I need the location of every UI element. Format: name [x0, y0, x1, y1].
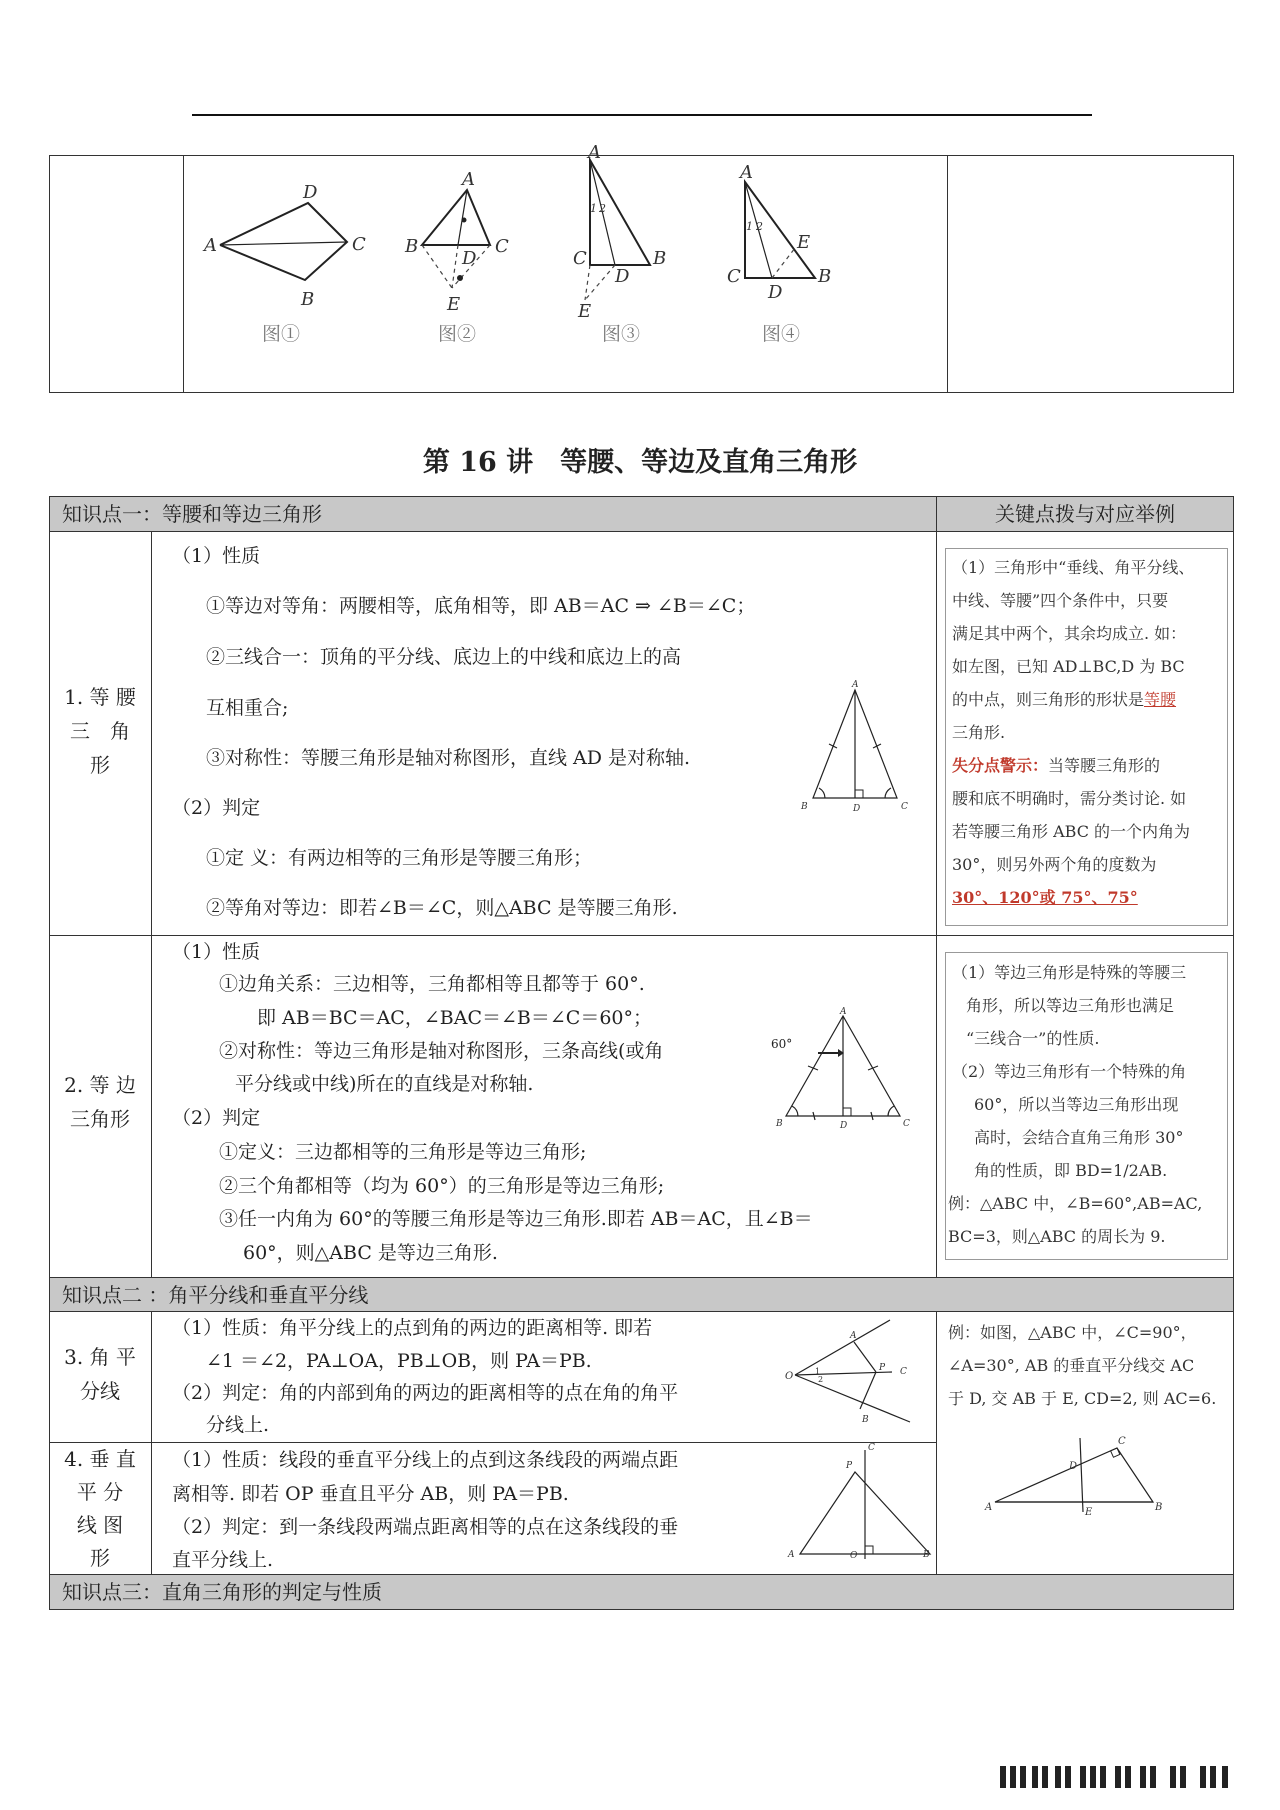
row3-label: [52, 1340, 148, 1408]
figure-3-right-triangle: [573, 142, 666, 345]
fig2-label-c: C: [495, 236, 509, 257]
fig4-angle-1: 1: [746, 220, 753, 233]
section3-title: 知识点三：直角三角形的判定与性质: [62, 1580, 382, 1604]
row1-side-line-3: 满足其中两个，其余均成立. 如：: [952, 624, 1187, 643]
row2-side-line-7: 角的性质，即 BD=1/2AB.: [974, 1161, 1168, 1180]
fig3-angle-1: 1: [590, 202, 597, 215]
svg-text:P: P: [879, 1363, 886, 1373]
row2-line-4: ②对称性：等边三角形是轴对称图形，三条高线(或角: [219, 1040, 664, 1062]
fig1-caption: 图①: [262, 323, 301, 345]
svg-text:D: D: [1069, 1461, 1078, 1472]
row1-side-answer-2-text: 30°、120°或 75°、75°: [952, 888, 1138, 907]
fig4-label-a: A: [740, 162, 753, 183]
row1-side-answer-2: [952, 881, 1138, 914]
row4-line-1: （1）性质：线段的垂直平分线上的点到这条线段的两端点距: [172, 1449, 679, 1471]
row2-line-5: 平分线或中线)所在的直线是对称轴.: [235, 1073, 534, 1095]
fig3-label-c: C: [573, 248, 587, 269]
svg-text:C: C: [901, 802, 908, 812]
fig1-label-b: B: [301, 289, 315, 310]
fig4-label-e: E: [797, 232, 811, 253]
row2-line-2: ①边角关系：三边相等，三角都相等且都等于 60°.: [219, 973, 645, 995]
warning-label: 失分点警示：: [952, 756, 1049, 775]
row1-side-line-5-text: 的中点，则三角形的形状是: [952, 690, 1145, 709]
row4-label-line1: 4. 垂 直: [64, 1447, 136, 1471]
row1-side-line-1: （1）三角形中“垂线、角平分线、: [952, 558, 1195, 577]
svg-text:C: C: [903, 1119, 910, 1129]
warning-text: 当等腰三角形的: [1048, 756, 1161, 775]
row2-line-3: 即 AB＝BC＝AC，∠BAC＝∠B＝∠C＝60°；: [257, 1007, 652, 1029]
svg-text:B: B: [862, 1415, 869, 1425]
row2-line-10: 60°，则△ABC 是等边三角形.: [243, 1242, 498, 1264]
section3-header: [49, 1574, 1234, 1610]
row4-label-line3: 线 图: [76, 1513, 124, 1537]
row2-label-line1: 2. 等 边: [64, 1073, 136, 1097]
s2-side-line-3: 于 D, 交 AB 于 E, CD=2, 则 AC=6.: [948, 1389, 1217, 1408]
row2-line-7: ①定义：三边都相等的三角形是等边三角形;: [219, 1141, 587, 1163]
row3-line-3: （2）判定：角的内部到角的两边的距离相等的点在角的角平: [172, 1382, 679, 1404]
side-header-title: 关键点拨与对应举例: [995, 502, 1175, 526]
fig4-angle-2: 2: [756, 220, 763, 233]
s2-label-col-divider: [151, 1311, 152, 1575]
row1-side-line-7: [952, 749, 1160, 782]
row1-side-line-4: 如左图，已知 AD⊥BC,D 为 BC: [952, 657, 1185, 676]
row3-line-1: （1）性质：角平分线上的点到角的两边的距离相等. 即若: [172, 1317, 653, 1339]
row1-label-line3: 形: [90, 753, 110, 777]
row1-line-3: ②三线合一：顶角的平分线、底边上的中线和底边上的高: [206, 646, 682, 668]
section2-title: 知识点二 ：角平分线和垂直平分线: [62, 1283, 369, 1307]
row2-side-line-5: 60°，所以当等边三角形出现: [974, 1095, 1179, 1114]
svg-text:B: B: [776, 1119, 783, 1129]
bottom-navigation-bar[interactable]: [1000, 1762, 1250, 1792]
svg-text:B: B: [801, 802, 808, 812]
fig2-label-a: A: [462, 169, 475, 190]
svg-text:O: O: [785, 1371, 794, 1382]
section2-header: [49, 1277, 1234, 1312]
svg-text:O: O: [850, 1551, 858, 1561]
fig3-label-e: E: [578, 301, 592, 322]
row2-label: [52, 1068, 148, 1136]
figure-row-divider-right: [947, 155, 948, 393]
row2-line-8: ②三个角都相等（均为 60°）的三角形是等边三角形;: [219, 1175, 665, 1197]
svg-text:2: 2: [818, 1375, 824, 1384]
fig3-label-a: A: [588, 142, 601, 163]
row2-side-line-8: 例：△ABC 中，∠B=60°,AB=AC,: [948, 1194, 1203, 1213]
row4-line-4: 直平分线上.: [172, 1549, 274, 1571]
row1-side-line-9: 若等腰三角形 ABC 的一个内角为: [952, 822, 1191, 841]
svg-text:B: B: [1155, 1502, 1163, 1513]
row4-line-2: 离相等. 即若 OP 垂直且平分 AB，则 PA＝PB.: [172, 1483, 569, 1505]
row1-label-line1: 1. 等 腰: [64, 685, 136, 709]
row1-line-5: ③对称性：等腰三角形是轴对称图形，直线 AD 是对称轴.: [206, 747, 691, 769]
figure-4-right-triangle: [727, 162, 831, 345]
fig1-label-a: A: [204, 235, 217, 256]
row1-line-2: ①等边对等角：两腰相等，底角相等，即 AB＝AC ⇒ ∠B＝∠C；: [206, 595, 756, 617]
angle-bisector-figure: [780, 1312, 920, 1437]
figure-2-triangle: [404, 169, 509, 345]
row1-line-8: ②等角对等边：即若∠B＝∠C，则△ABC 是等腰三角形.: [206, 897, 678, 919]
svg-text:C: C: [868, 1443, 875, 1453]
fig3-label-d: D: [615, 266, 630, 287]
svg-text:C: C: [900, 1367, 907, 1377]
fig2-caption: 图②: [438, 323, 477, 345]
top-rule: [192, 114, 1092, 116]
equilateral-figure: [768, 1008, 918, 1138]
row1-line-7: ①定 义：有两边相等的三角形是等腰三角形；: [206, 847, 593, 869]
s2-side-col-divider: [936, 1311, 937, 1575]
side-col-divider: [936, 531, 937, 1278]
fig4-label-d: D: [768, 282, 783, 303]
lecture-title: 第 16 讲 等腰、等边及直角三角形: [422, 447, 858, 478]
figure-row-svg: [190, 142, 940, 390]
s2-side-line-2: ∠A=30°, AB 的垂直平分线交 AC: [948, 1356, 1195, 1375]
fig1-label-c: C: [352, 234, 366, 255]
row3-line-4: 分线上.: [206, 1414, 270, 1436]
row2-label-line2: 三角形: [70, 1107, 130, 1131]
label-col-divider: [151, 531, 152, 1278]
row1-side-line-2: 中线、等腰”四个条件中，只要: [952, 591, 1169, 610]
svg-text:D: D: [853, 804, 861, 814]
row4-label-line2: 平 分: [76, 1480, 124, 1504]
fig4-label-c: C: [727, 266, 741, 287]
s2-side-line-1: 例：如图，△ABC 中，∠C=90°，: [948, 1323, 1197, 1342]
fig2-label-e: E: [447, 294, 461, 315]
svg-text:B: B: [923, 1550, 930, 1560]
svg-text:1: 1: [815, 1367, 821, 1376]
row1-side-line-8: 腰和底不明确时，需分类讨论. 如: [952, 789, 1187, 808]
row2-side-line-1: （1）等边三角形是特殊的等腰三: [952, 963, 1187, 982]
example-triangle-figure: [985, 1420, 1175, 1520]
row1-label-line2: 三 角: [70, 719, 130, 743]
row4-line-3: （2）判定：到一条线段两端点距离相等的点在这条线段的垂: [172, 1516, 679, 1538]
row2-side-line-2: 角形，所以等边三角形也满足: [966, 996, 1175, 1015]
fig2-label-b: B: [405, 236, 419, 257]
row2-side-line-6: 高时，会结合直角三角形 30°: [974, 1128, 1184, 1147]
row2-side-line-9: BC=3，则△ABC 的周长为 9.: [948, 1227, 1166, 1246]
figure-row-divider-left: [183, 155, 184, 393]
fig4-label-b: B: [818, 266, 832, 287]
row3-label-line1: 3. 角 平: [64, 1345, 136, 1369]
row3-line-2: ∠1 ＝∠2，PA⊥OA，PB⊥OB，则 PA＝PB.: [206, 1350, 592, 1372]
svg-text:A: A: [850, 1331, 857, 1341]
figure-1-kite: [202, 182, 366, 345]
row2-line-9: ③任一内角为 60°的等腰三角形是等边三角形.即若 AB＝AC，且∠B＝: [219, 1208, 813, 1230]
row4-label: [52, 1443, 148, 1575]
fig3-caption: 图③: [602, 323, 641, 345]
row1-side-line-6: 三角形.: [952, 723, 1006, 742]
isosceles-figure: [795, 678, 915, 818]
svg-text:D: D: [840, 1121, 848, 1131]
row2-side-line-3: “三线合一”的性质.: [966, 1029, 1100, 1048]
row1-line-1: （1）性质: [172, 545, 261, 567]
fig2-label-d: D: [462, 248, 477, 269]
svg-text:C: C: [1118, 1436, 1126, 1447]
row1-line-4: 互相重合;: [206, 697, 289, 719]
row4-label-line4: 形: [90, 1546, 110, 1570]
fig4-caption: 图④: [762, 323, 801, 345]
section1-header: [49, 496, 937, 532]
svg-text:A: A: [840, 1007, 847, 1017]
row1-side-line-10: 30°，则另外两个角的度数为: [952, 855, 1157, 874]
fig3-angle-2: 2: [599, 202, 606, 215]
section1-title: 知识点一：等腰和等边三角形: [62, 502, 322, 526]
fig1-label-d: D: [303, 182, 318, 203]
row2-line-1: （1）性质: [172, 941, 261, 963]
svg-text:A: A: [788, 1550, 795, 1560]
row1-label: [52, 680, 148, 782]
fig3-label-b: B: [653, 248, 667, 269]
row2-side-line-4: （2）等边三角形有一个特殊的角: [952, 1062, 1187, 1081]
svg-text:E: E: [1085, 1507, 1093, 1518]
svg-text:A: A: [985, 1502, 993, 1513]
svg-text:60°: 60°: [771, 1037, 793, 1051]
svg-text:P: P: [846, 1461, 853, 1471]
row3-label-line2: 分线: [80, 1379, 120, 1403]
section1-side-header: [936, 496, 1234, 532]
row1-line-6: （2）判定: [172, 797, 261, 819]
perpendicular-bisector-figure: [780, 1444, 930, 1572]
row3-row4-divider: [49, 1442, 936, 1443]
svg-text:A: A: [852, 680, 859, 690]
row1-side-answer: 等腰: [1144, 690, 1177, 709]
row2-line-6: （2）判定: [172, 1107, 261, 1129]
row1-side-line-5: [952, 683, 1176, 716]
